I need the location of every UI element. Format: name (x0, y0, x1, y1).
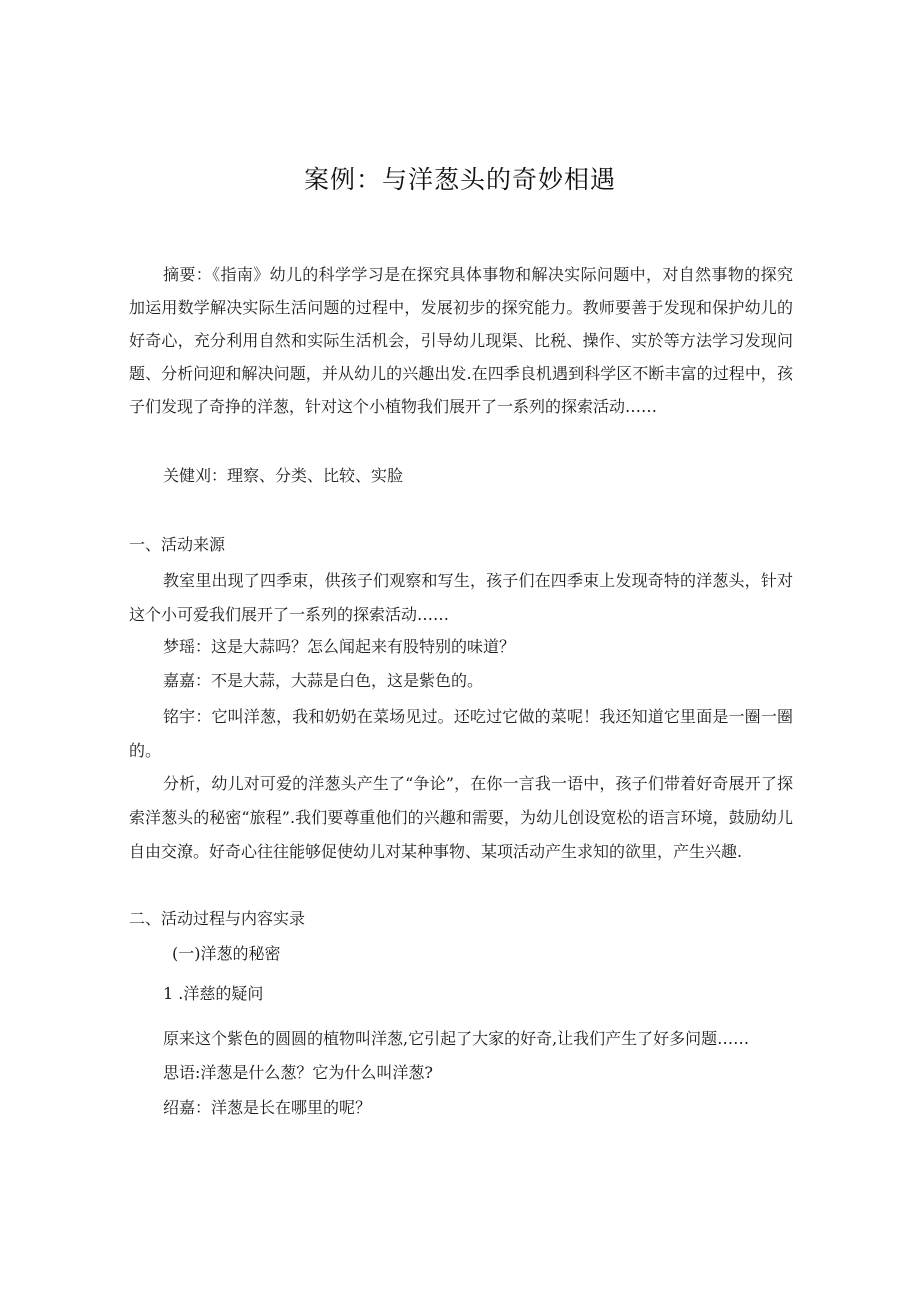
analysis-paragraph: 分析，幼儿对可爱的洋葱头产生了“争论”，在你一言我一语中，孩子们带着好奇展开了探索洋葱头的秘密“旅程”.我们要尊重他们的兴趣和需要，为幼儿创设宽松的语言环境，鼓励幼儿自由交潦。好奇心往往能够促使幼儿对某种事物、某项活动产生求知的欲里，产生兴趣. (129, 774, 793, 861)
item-onion-questions: 1 .洋慈的疑问 (163, 984, 264, 1003)
section1-intro-paragraph: 教室里出现了四季束，供孩子们观察和写生，孩子们在四季束上发现奇特的洋葱头，针对这个小可爱我们展开了一系列的探索活动…… (129, 571, 793, 624)
section-heading-process: 二、活动过程与内容实录 (129, 909, 306, 928)
keywords-line: 关健刈：理察、分类、比较、实脸 (163, 466, 404, 485)
abstract-paragraph: 摘要：《指南》幼儿的科学学习是在探究具体事物和解决实际问题中，对自然事物的探究加运用数学解决实际生活问题的过程中，发展初步的探究能力。教师要善于发现和保护幼儿的好奇心，充分利用自然和实际生活机会，引导幼儿现渠、比税、操作、实於等方法学习发现问题、分析问迎和解决问题，并从幼儿的兴趣出发.在四季良机遇到科学区不断丰富的过程中，孩子们发现了奇挣的洋葱，针对这个小植物我们展开了一系列的探索活动…… (129, 265, 793, 416)
dialogue-jiajia: 嘉嘉：不是大蒜，大蒜是白色，这是紫色的。 (163, 671, 484, 690)
subsection-onion-secret: (一)洋葱的秘密 (172, 944, 281, 963)
dialogue-mingyu: 铭宇：它叫洋葱，我和奶奶在菜场见过。还吃过它做的菜呢！我还知道它里面是一圈一圈的。 (129, 707, 793, 760)
dialogue-shaojia: 绍嘉：洋葱是长在哪里的呢？ (163, 1098, 372, 1117)
dialogue-mengyao: 梦瑶：这是大蒜吗？怎么闻起来有股特别的味道？ (163, 637, 516, 656)
item1-intro-line: 原来这个紫色的圆圆的植物叫洋葱,它引起了大家的好奇,让我们产生了好多问题…… (163, 1029, 750, 1048)
section-heading-source: 一、活动来源 (129, 535, 226, 554)
dialogue-siyu: 思语:洋葱是什么葱？它为什么叫洋葱? (163, 1063, 433, 1082)
document-title: 案例：与洋葱头的奇妙相遇 (303, 165, 616, 194)
